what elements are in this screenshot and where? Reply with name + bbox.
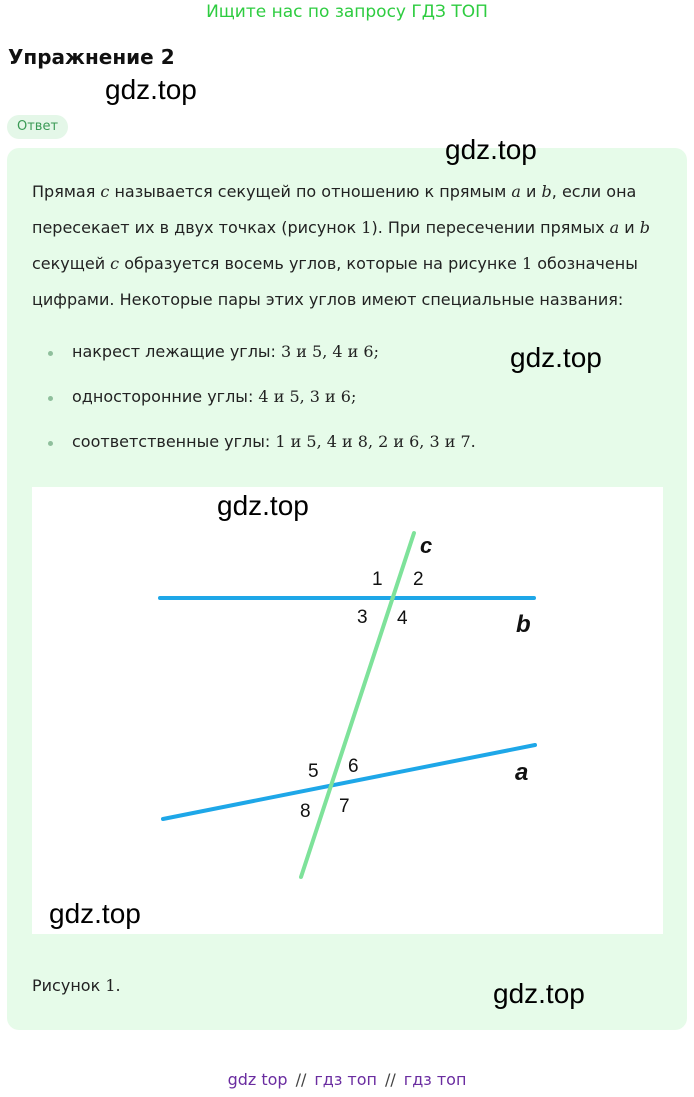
figure-caption: Рисунок 1. (32, 976, 121, 995)
watermark: gdz.top (49, 898, 141, 929)
answer-paragraph: Прямая c называется секущей по отношению к прямым a и b, если она пересекает их в двух точках (рисунок 1). При пересечении прямых a и b секущей c образуется восемь углов, которые на рисунке 1 обозначены цифрами. Некоторые пары этих углов имеют специальные названия: (32, 182, 651, 309)
angle-label: 1 (372, 569, 383, 590)
angle-label: 7 (339, 796, 350, 817)
top-banner[interactable]: Ищите нас по запросу ГДЗ ТОП (206, 2, 488, 22)
exercise-title: Упражнение 2 (8, 45, 175, 69)
footer-link[interactable]: gdz top (227, 1070, 288, 1089)
lines-diagram (32, 487, 663, 934)
watermark: gdz.top (105, 74, 197, 105)
angle-label: 4 (397, 608, 408, 629)
label-c: c (420, 533, 433, 558)
watermark: gdz.top (217, 490, 309, 521)
footer-link[interactable]: гдз топ (314, 1070, 377, 1089)
label-b: b (516, 611, 531, 638)
watermark: gdz.top (493, 978, 585, 1009)
footer-link[interactable]: гдз топ (403, 1070, 467, 1089)
watermark: gdz.top (445, 134, 537, 165)
angle-label: 3 (357, 607, 368, 628)
angle-label: 2 (413, 569, 424, 590)
angle-label: 5 (308, 761, 319, 782)
figure-1 (32, 487, 663, 934)
angle-label: 6 (348, 756, 359, 777)
footer-separator: // (295, 1070, 307, 1089)
angle-label: 8 (300, 801, 311, 822)
list-item: односторонние углы: 4 и 5, 3 и 6; (32, 379, 632, 424)
list-item: накрест лежащие углы: 3 и 5, 4 и 6; (32, 334, 632, 379)
watermark: gdz.top (510, 342, 602, 373)
label-a: a (515, 759, 529, 786)
list-item: соответственные углы: 1 и 5, 4 и 8, 2 и 6, 3 и 7. (32, 424, 632, 469)
footer-separator: // (385, 1070, 396, 1089)
footer-links (0, 1070, 694, 1089)
line-c (301, 533, 414, 877)
answer-badge[interactable]: Ответ (7, 115, 68, 139)
